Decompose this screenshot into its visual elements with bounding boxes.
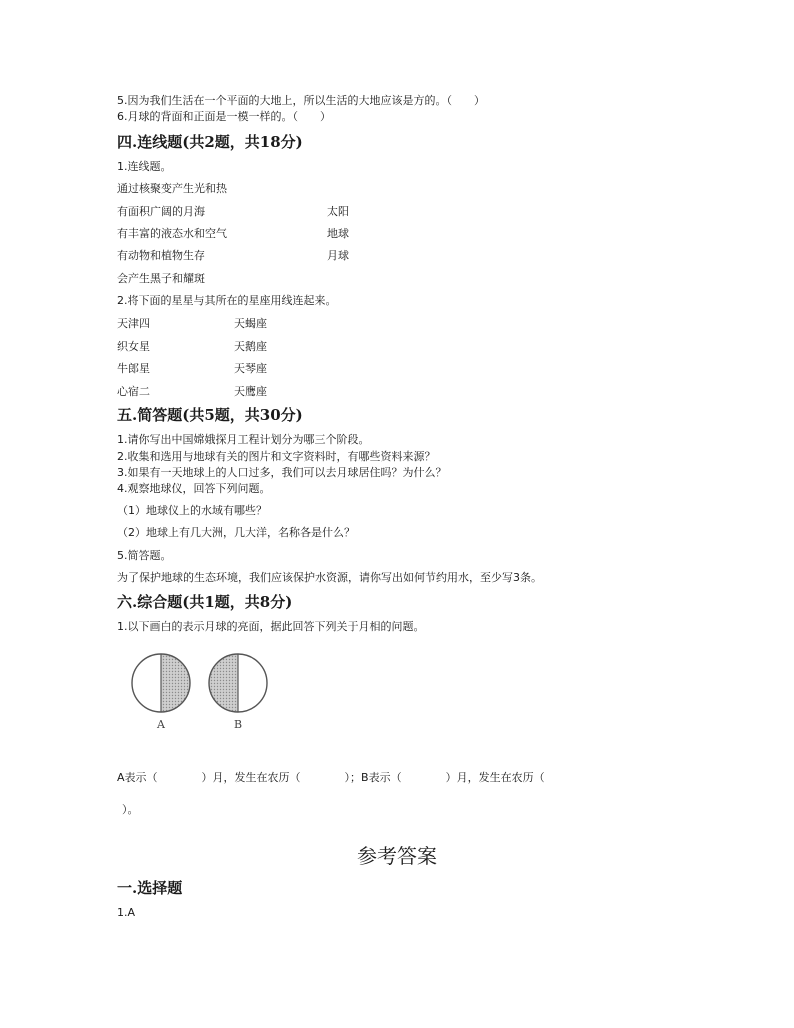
section4-heading: 四.连线题(共2题，共18分) xyxy=(117,133,303,151)
section4-q1-left-2: 有面积广阔的月海 xyxy=(117,205,205,218)
moon-b xyxy=(209,654,267,731)
section4-q2-right-1: 天蝎座 xyxy=(234,317,267,330)
section5-q4-sub1: （1）地球仪上的水域有哪些？ xyxy=(117,504,267,517)
section5-q4-sub2: （2）地球上有几大洲，几大洋，名称各是什么？ xyxy=(117,526,355,539)
section4-q2-right-2: 天鹅座 xyxy=(234,340,267,353)
section5-q5: 5.简答题。 xyxy=(117,549,172,562)
section6-q1: 1.以下画白的表示月球的亮面，据此回答下列关于月相的问题。 xyxy=(117,620,425,633)
section4-q1-left-5: 会产生黑子和耀斑 xyxy=(117,272,205,285)
moon-a-label: A xyxy=(157,718,165,731)
section5-q3: 3.如果有一天地球上的人口过多，我们可以去月球居住吗？为什么？ xyxy=(117,466,447,479)
section6-answer-line1: A表示（ ）月，发生在农历（ ）；B表示（ ）月，发生在农历（ xyxy=(117,771,545,784)
section4-q1-right-1: 太阳 xyxy=(327,205,349,218)
section6-heading: 六.综合题(共1题，共8分) xyxy=(117,593,293,611)
section5-q4: 4.观察地球仪，回答下列问题。 xyxy=(117,482,271,495)
section4-q2-left-4: 心宿二 xyxy=(117,385,150,398)
moon-b-label: B xyxy=(233,718,243,731)
section5-heading: 五.简答题(共5题，共30分) xyxy=(117,406,303,424)
section4-q1-right-2: 地球 xyxy=(327,227,349,240)
section4-q1-left-1: 通过核聚变产生光和热 xyxy=(117,182,227,195)
section4-q2-left-2: 织女星 xyxy=(117,340,150,353)
moon-a xyxy=(132,654,190,731)
moon-phase-figure xyxy=(126,646,276,738)
section5-q5-text: 为了保护地球的生态环境，我们应该保护水资源，请你写出如何节约用水，至少写3条。 xyxy=(117,571,542,584)
section4-q1-right-3: 月球 xyxy=(327,249,349,262)
answers-title: 参考答案 xyxy=(357,844,437,868)
section4-q1-stem: 1.连线题。 xyxy=(117,160,172,173)
section5-q2: 2.收集和选用与地球有关的图片和文字资料时，有哪些资料来源？ xyxy=(117,450,436,463)
section4-q2-left-3: 牛郎星 xyxy=(117,362,150,375)
section6-answer-line2: ）。 xyxy=(122,803,139,816)
answers-heading: 一.选择题 xyxy=(117,879,183,897)
section4-q1-left-4: 有动物和植物生存 xyxy=(117,249,205,262)
section4-q2-left-1: 天津四 xyxy=(117,317,150,330)
judgement-q6: 6.月球的背面和正面是一模一样的。（ ） xyxy=(117,110,331,123)
section4-q2-right-4: 天鹰座 xyxy=(234,385,267,398)
section4-q1-left-3: 有丰富的液态水和空气 xyxy=(117,227,227,240)
section5-q1: 1.请你写出中国嫦娥探月工程计划分为哪三个阶段。 xyxy=(117,433,370,446)
judgement-q5: 5.因为我们生活在一个平面的大地上，所以生活的大地应该是方的。（ ） xyxy=(117,94,485,107)
section4-q2-stem: 2.将下面的星星与其所在的星座用线连起来。 xyxy=(117,294,337,307)
section4-q2-right-3: 天琴座 xyxy=(234,362,267,375)
answers-first: 1.A xyxy=(117,906,136,919)
